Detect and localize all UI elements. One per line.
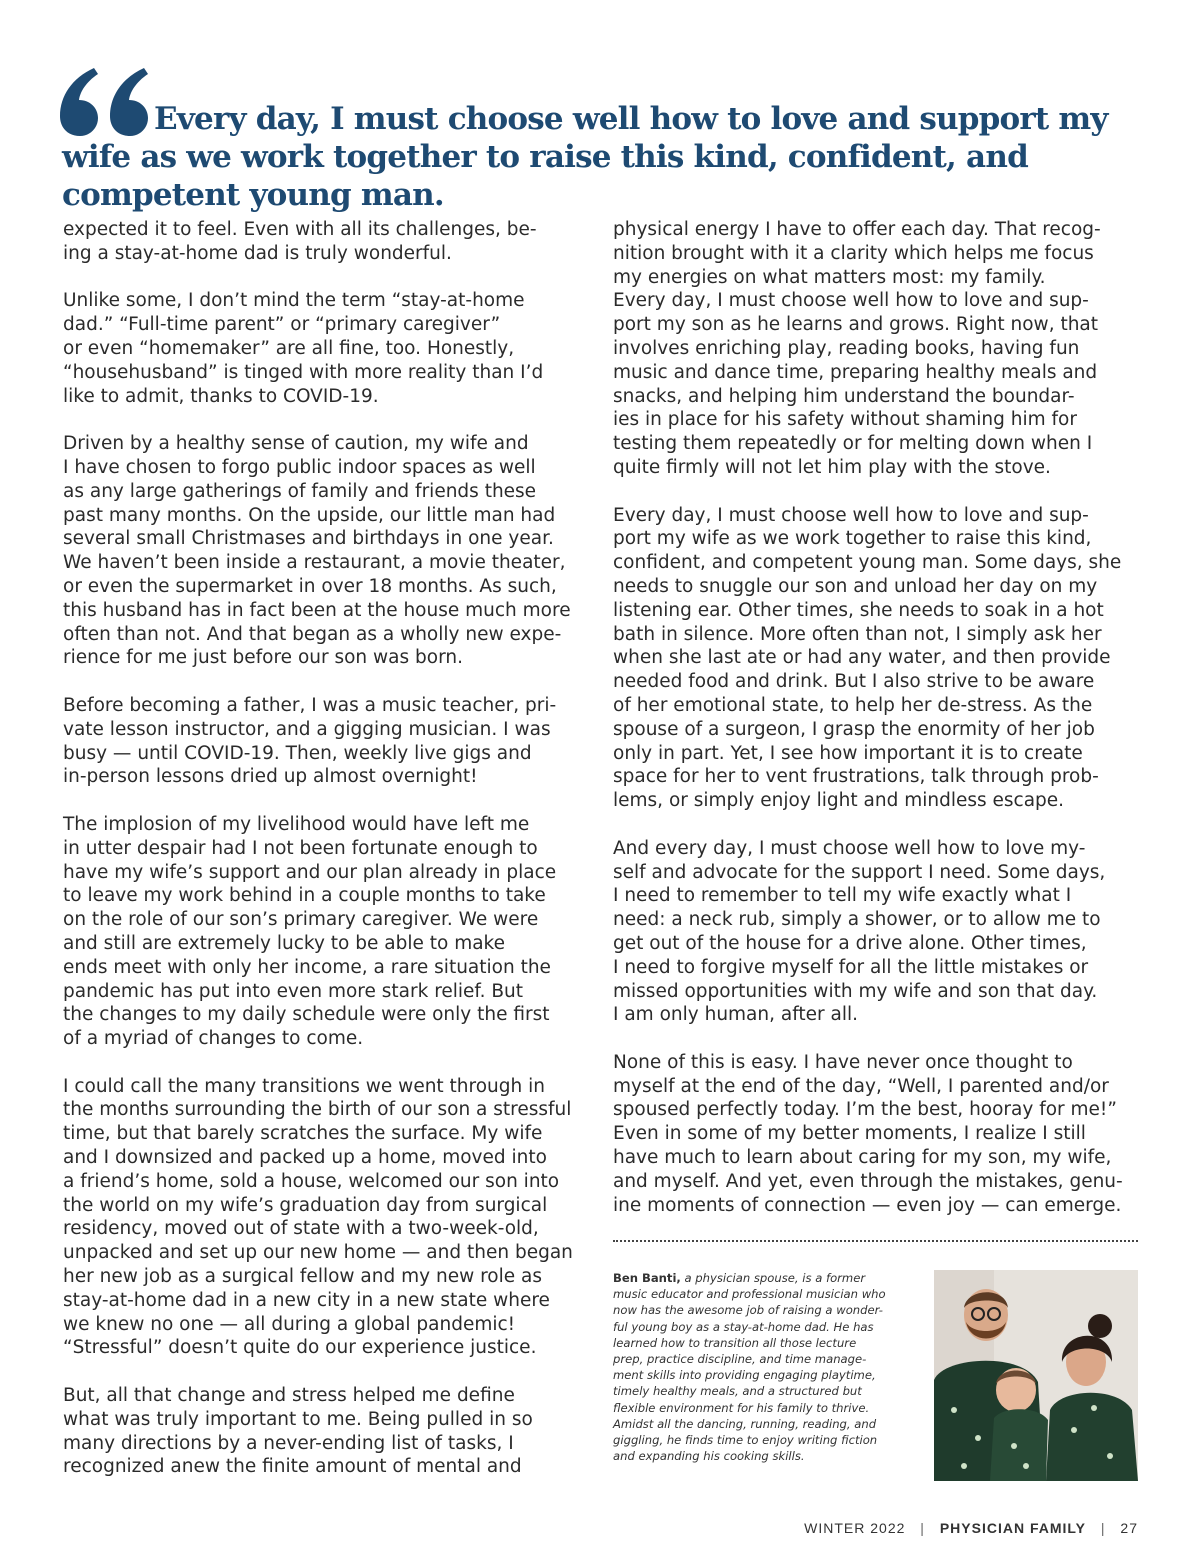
author-bio bbox=[613, 1270, 921, 1464]
paragraph: Before becoming a father, I was a music teacher, pri- vate lesson instructor, and a gigging musician. I was busy — until COVID-19. Then, weekly live gigs and in-person lessons dried up almost overnight! bbox=[63, 694, 557, 788]
article-column-left bbox=[63, 218, 588, 1503]
issue-date: WINTER 2022 bbox=[804, 1520, 906, 1536]
paragraph: Unlike some, I don’t mind the term “stay-at-home dad.” “Full-time parent” or “primary caregiver” or even “homemaker” are all fine, too. Honestly, “househusband” is tinged with more reality than I’d like to admit, thanks to COVID-19. bbox=[63, 290, 544, 407]
author-family-photo bbox=[934, 1270, 1138, 1481]
paragraph: None of this is easy. I have never once thought to myself at the end of the day, “Well, I parented and/or spoused perfectly today. I’m the best, hooray for me!” Even in some of my better moments, I realize I still have much to learn about caring for my son, my wife, and myself. And yet, even through the mistakes, genu- ine moments of connection — even joy — can emerge. bbox=[613, 1051, 1123, 1216]
paragraph: I could call the many transitions we went through in the months surrounding the birth of our son a stressful time, but that barely scratches the surface. My wife and I downsized and packed up a home, moved into a friend’s home, sold a house, welcomed our son into the world on my wife’s graduation day from surgical residency, moved out of state with a two-week-old, unpacked and set up our new home — and then began her new job as a surgical fellow and my new role as stay-at-home dad in a new city in a new state where we knew no one — all during a global pandemic! “Stressful” doesn’t quite do our experience justice. bbox=[63, 1075, 573, 1359]
paragraph: expected it to feel. Even with all its challenges, be- ing a stay-at-home dad is truly wonderful. bbox=[63, 219, 537, 264]
pull-quote bbox=[62, 100, 1142, 214]
paragraph: And every day, I must choose well how to love my- self and advocate for the support I need. Some days, I need to remember to tell my wife exactly what I need: a neck rub, simply a shower, or to allow me to get out of the house for a drive alone. Other times, I need to forgive myself for all the little mistakes or missed opportunities with my wife and son that day. I am only human, after all. bbox=[613, 837, 1106, 1026]
paragraph: Every day, I must choose well how to love and sup- port my wife as we work together to raise this kind, confident, and competent young man. Some days, she needs to snuggle our son and unload her day on my listening ear. Other times, she needs to soak in a hot bath in silence. More often than not, I simply ask her when she last ate or had any water, and then provide needed food and drink. But I also strive to be aware of her emotional state, to help her de-stress. As the spouse of a surgeon, I grasp the enormity of her job only in part. Yet, I see how important it is to create space for her to vent frustrations, talk through prob- lems, or simply enjoy light and mindless escape. bbox=[613, 504, 1122, 812]
paragraph: Driven by a healthy sense of caution, my wife and I have chosen to forgo public indoor spaces as well as any large gatherings of family and friends these past many months. On the upside, our little man had several small Christmases and birthdays in one year. We haven’t been inside a restaurant, a movie theater, or even the supermarket in over 18 months. As such, this husband has in fact been at the house much more often than not. And that began as a wholly new expe- rience for me just before our son was born. bbox=[63, 433, 571, 669]
magazine-name: PHYSICIAN FAMILY bbox=[939, 1520, 1086, 1536]
page-footer bbox=[804, 1520, 1138, 1536]
paragraph: physical energy I have to offer each day. That recog- nition brought with it a clarity which helps me focus my energies on what matters most: my family. Every day, I must choose well how to love and sup- port my son as he learns and grows. Right now, that involves enriching play, reading books, having fun music and dance time, preparing healthy meals and snacks, and helping him understand the boundar- ies in place for his safety without shaming him for testing them repeatedly or for melting down when I quite firmly will not let him play with the stove. bbox=[613, 219, 1101, 478]
paragraph: But, all that change and stress helped me define what was truly important to me. Being pulled in so many directions by a never-ending list of tasks, I recognized anew the finite amount of mental and bbox=[63, 1385, 533, 1478]
footer-separator: | bbox=[920, 1520, 925, 1536]
article-column-right bbox=[613, 218, 1138, 1241]
page-number: 27 bbox=[1120, 1520, 1138, 1536]
bio-divider bbox=[613, 1240, 1138, 1242]
footer-separator: | bbox=[1100, 1520, 1106, 1536]
paragraph: The implosion of my livelihood would have left me in utter despair had I not been fortunate enough to have my wife’s support and our plan already in place to leave my work behind in a couple months to take on the role of our son’s primary caregiver. We were and still are extremely lucky to be able to make ends meet with only her income, a rare situation the pandemic has put into even more stark relief. But the changes to my daily schedule were only the first of a myriad of changes to come. bbox=[63, 813, 557, 1050]
author-bio-text: a physician spouse, is a former music educator and professional musician who now has the awesome job of raising a wonder- ful young boy as a stay-at-home dad. He has learned how to transition all those lecture prep, practice discipline, and time manage- ment skills into providing engaging playtime, timely healthy meals, and a structured but flexible environment for his family to thrive. Amidst all the dancing, running, reading, and giggling, he finds time to enjoy writing fiction and expanding his cooking skills. bbox=[613, 1271, 886, 1464]
pull-quote-text: Every day, I must choose well how to love and support my wife as we work together to raise this kind, confident, and competent young man. bbox=[62, 101, 1108, 213]
author-name: Ben Banti, bbox=[613, 1271, 681, 1285]
